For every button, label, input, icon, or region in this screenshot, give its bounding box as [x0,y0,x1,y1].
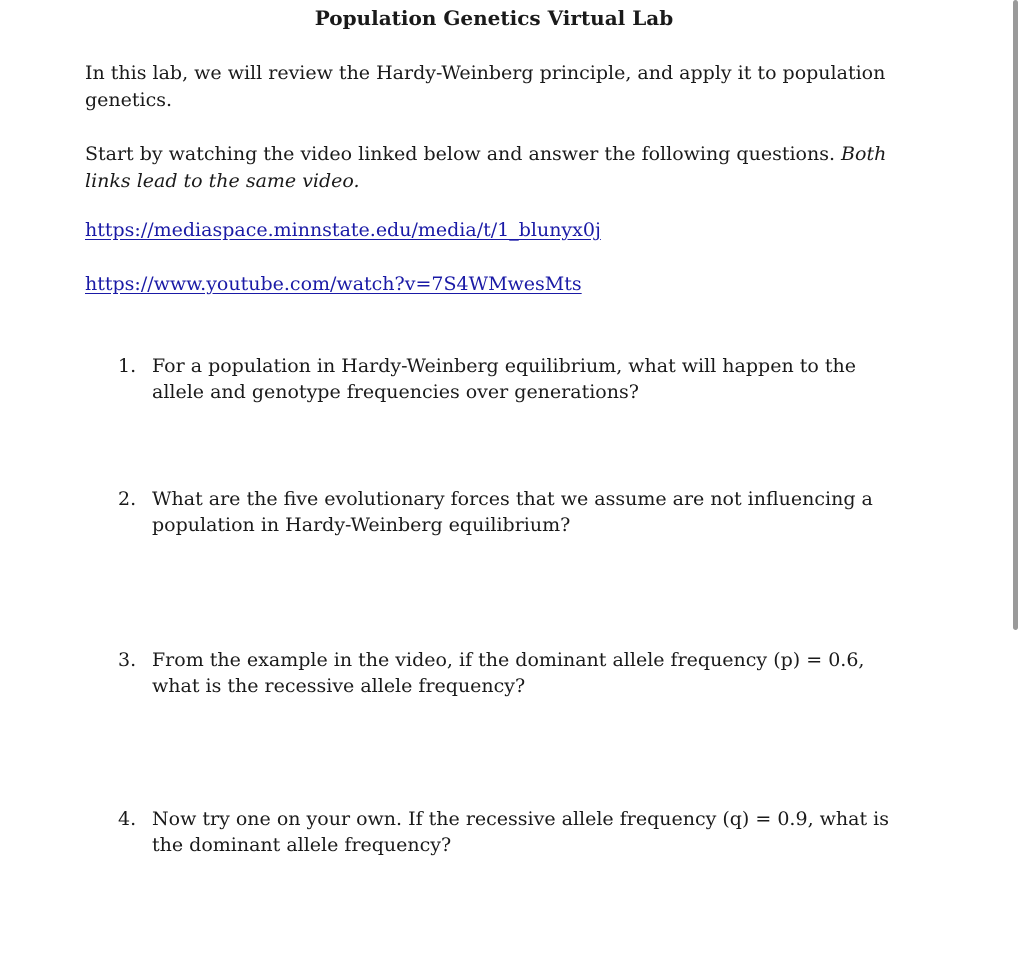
instructions-paragraph [85,141,905,195]
question-number: 1. [118,355,137,377]
instructions-text: Start by watching the video linked below and answer the following questions. [85,143,835,165]
question-item [118,486,898,538]
question-text: What are the five evolutionary forces that we assume are not influencing a population in Hardy-Weinberg equilibrium? [152,488,873,536]
question-text: For a population in Hardy-Weinberg equilibrium, what will happen to the allele and genotype frequencies over generations? [152,355,856,403]
question-number: 3. [118,649,137,671]
question-item [118,806,898,858]
mediaspace-video-link[interactable]: https://mediaspace.minnstate.edu/media/t/1_blunyx0j [85,219,601,241]
instructions-italic-note: Both links lead to the same video. [85,143,887,192]
vertical-scrollbar[interactable] [1013,0,1018,630]
question-text: From the example in the video, if the dominant allele frequency (p) = 0.6, what is the recessive allele frequency? [152,649,865,697]
intro-paragraph: In this lab, we will review the Hardy-Weinberg principle, and apply it to population genetics. [85,62,886,111]
page-title: Population Genetics Virtual Lab [314,6,674,30]
question-item [118,353,898,405]
question-number: 2. [118,488,137,510]
youtube-video-link[interactable]: https://www.youtube.com/watch?v=7S4WMwesMts [85,273,582,295]
question-text: Now try one on your own. If the recessive allele frequency (q) = 0.9, what is the dominant allele frequency? [152,808,889,856]
question-item [118,647,898,699]
question-number: 4. [118,808,137,830]
